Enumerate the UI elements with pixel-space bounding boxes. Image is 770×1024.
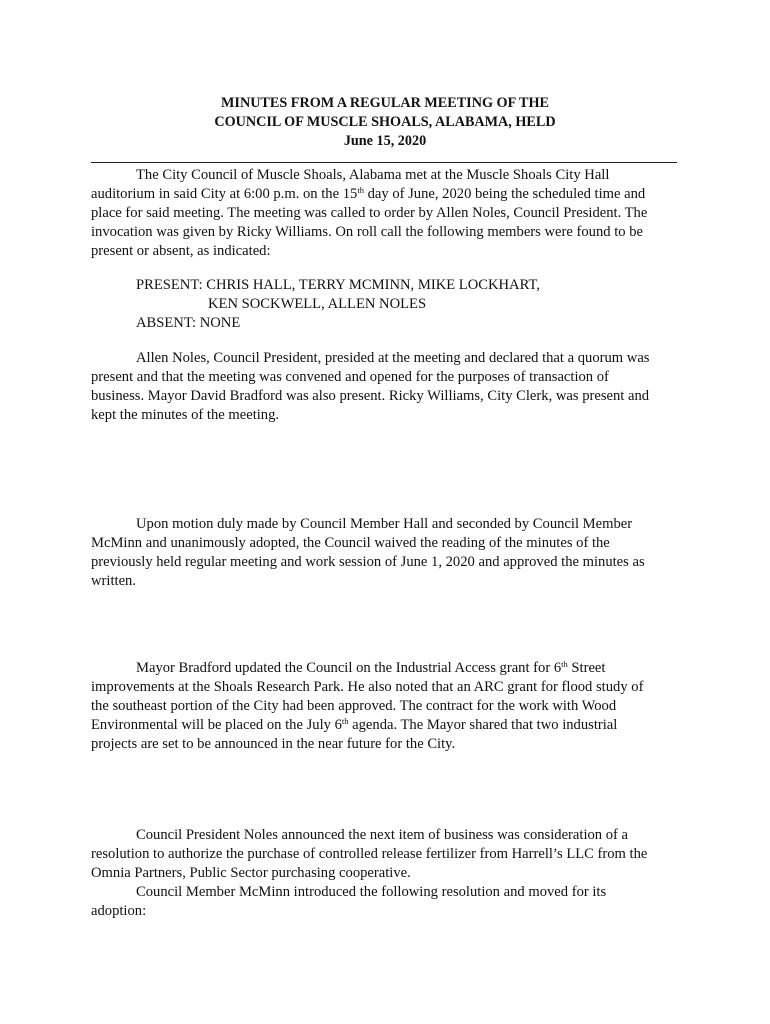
text-fragment: agenda. The Mayor shared that two industrial <box>348 717 618 733</box>
superscript: th <box>357 185 364 195</box>
paragraph-line: resolution to authorize the purchase of controlled release fertilizer from Harrell’s LLC from the <box>91 846 648 862</box>
paragraph-line <box>91 716 679 735</box>
paragraph-resolution-intro <box>91 883 679 921</box>
header-date: June 15, 2020 <box>343 133 427 149</box>
roll-call <box>136 276 656 333</box>
paragraph-line: Council Member McMinn introduced the following resolution and moved for its <box>136 884 607 900</box>
roll-present-line: PRESENT: CHRIS HALL, TERRY MCMINN, MIKE LOCKHART, <box>136 277 540 293</box>
header-title-line-1: MINUTES FROM A REGULAR MEETING OF THE <box>221 95 549 111</box>
document-header <box>0 94 770 151</box>
paragraph-line: McMinn and unanimously adopted, the Council waived the reading of the minutes of the <box>91 535 610 551</box>
paragraph-minutes-approval <box>91 515 679 591</box>
paragraph-fertilizer-resolution <box>91 826 679 883</box>
header-title-line-2: COUNCIL OF MUSCLE SHOALS, ALABAMA, HELD <box>214 114 556 130</box>
paragraph-line: adoption: <box>91 903 147 919</box>
paragraph-mayor-update <box>91 659 679 754</box>
roll-present-continued: KEN SOCKWELL, ALLEN NOLES <box>208 296 427 312</box>
text-fragment: Mayor Bradford updated the Council on the Industrial Access grant for 6 <box>136 660 562 676</box>
paragraph-line: improvements at the Shoals Research Park. He also noted that an ARC grant for flood study of <box>91 679 644 695</box>
paragraph-line: the southeast portion of the City had been approved. The contract for the work with Wood <box>91 698 617 714</box>
text-fragment: auditorium in said City at 6:00 p.m. on the 15 <box>91 186 358 202</box>
paragraph-line: Allen Noles, Council President, presided at the meeting and declared that a quorum was <box>136 350 650 366</box>
paragraph-line <box>91 659 679 678</box>
paragraph-line: invocation was given by Ricky Williams. On roll call the following members were found to be <box>91 224 643 240</box>
text-fragment: day of June, 2020 being the scheduled time and <box>363 186 646 202</box>
paragraph-line: Upon motion duly made by Council Member Hall and seconded by Council Member <box>136 516 633 532</box>
text-fragment: Street <box>567 660 606 676</box>
paragraph-meeting-intro <box>91 166 679 261</box>
paragraph-line: Omnia Partners, Public Sector purchasing cooperative. <box>91 865 411 881</box>
paragraph-line <box>91 185 679 204</box>
superscript: th <box>341 716 349 726</box>
paragraph-line: kept the minutes of the meeting. <box>91 407 280 423</box>
paragraph-line: present and that the meeting was convened and opened for the purposes of transaction of <box>91 369 609 385</box>
paragraph-quorum <box>91 349 679 425</box>
paragraph-line: written. <box>91 573 136 589</box>
paragraph-line: business. Mayor David Bradford was also present. Ricky Williams, City Clerk, was present and <box>91 388 650 404</box>
paragraph-line: projects are set to be announced in the near future for the City. <box>91 736 456 752</box>
paragraph-line: The City Council of Muscle Shoals, Alabama met at the Muscle Shoals City Hall <box>136 167 610 183</box>
paragraph-line: previously held regular meeting and work session of June 1, 2020 and approved the minutes as <box>91 554 645 570</box>
paragraph-line: place for said meeting. The meeting was called to order by Allen Noles, Council President. The <box>91 205 648 221</box>
paragraph-line: present or absent, as indicated: <box>91 243 271 259</box>
superscript: th <box>561 659 568 669</box>
roll-absent-line: ABSENT: NONE <box>136 315 241 331</box>
header-divider <box>91 162 677 163</box>
text-fragment: Environmental will be placed on the July 6 <box>91 717 342 733</box>
paragraph-line: Council President Noles announced the next item of business was consideration of a <box>136 827 629 843</box>
